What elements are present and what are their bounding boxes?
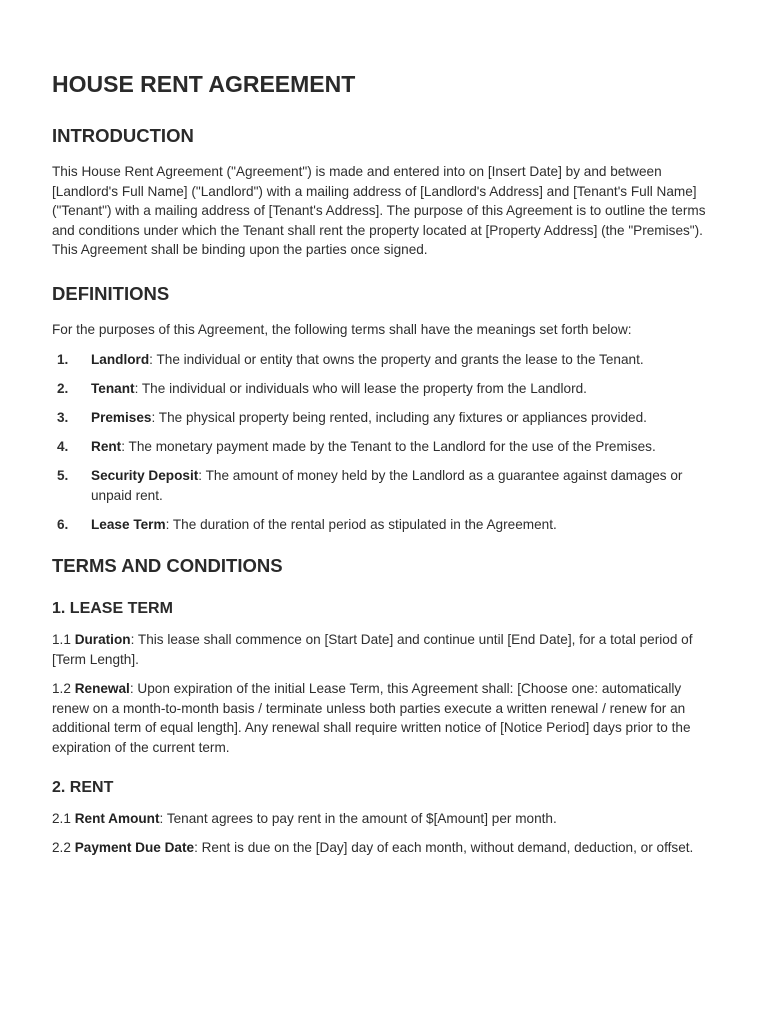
definitions-intro: For the purposes of this Agreement, the following terms shall have the meanings set forth below:: [52, 321, 632, 337]
definition-term: Rent: [91, 438, 122, 454]
definition-text: : The monetary payment made by the Tenant to the Landlord for the use of the Premises.: [121, 438, 656, 454]
lease-term-heading: 1. LEASE TERM: [52, 600, 173, 618]
list-number: 3.: [57, 409, 69, 425]
clause-number: 2.1: [52, 811, 75, 827]
lease-duration-clause: [52, 630, 718, 669]
definition-item-rent: [52, 437, 718, 457]
definitions-list: [52, 350, 718, 535]
definition-term: Landlord: [91, 351, 150, 367]
clause-term: Payment Due Date: [74, 840, 195, 856]
clause-number: 1.2: [52, 680, 75, 696]
clause-text: : Rent is due on the [Day] day of each month, without demand, deduction, or offset.: [194, 840, 694, 856]
definition-term: Security Deposit: [91, 467, 199, 483]
clause-number: 2.2: [52, 840, 75, 856]
clause-term: Rent Amount: [74, 811, 160, 827]
definition-term: Tenant: [91, 380, 135, 396]
definitions-heading: DEFINITIONS: [52, 282, 170, 304]
list-number: 1.: [57, 351, 69, 367]
definition-text: : The individual or entity that owns the property and grants the lease to the Tenant.: [149, 351, 644, 367]
definition-item-tenant: [52, 379, 718, 399]
payment-due-clause: [52, 838, 718, 858]
clause-term: Renewal: [74, 680, 130, 696]
introduction-heading: INTRODUCTION: [52, 125, 194, 146]
list-number: 5.: [57, 467, 69, 483]
clause-term: Duration: [74, 632, 131, 648]
definition-text: : The amount of money held by the Landlord as a guarantee against damages or unpaid rent.: [91, 467, 683, 503]
clause-text: : Tenant agrees to pay rent in the amount of $[Amount] per month.: [159, 811, 557, 827]
terms-heading: TERMS AND CONDITIONS: [52, 555, 283, 577]
definition-text: : The physical property being rented, including any fixtures or appliances provided.: [151, 409, 647, 425]
clause-text: : This lease shall commence on [Start Date] and continue until [End Date], for a total period of [Term Length].: [52, 632, 693, 667]
definition-text: : The duration of the rental period as stipulated in the Agreement.: [165, 516, 557, 532]
list-number: 2.: [57, 380, 69, 396]
definition-item-premises: [52, 408, 718, 428]
document-title: HOUSE RENT AGREEMENT: [52, 71, 356, 97]
definition-item-landlord: [52, 350, 718, 370]
definition-term: Lease Term: [91, 516, 166, 532]
definition-term: Premises: [91, 409, 152, 425]
definition-item-lease-term: [52, 515, 718, 535]
list-number: 4.: [57, 438, 69, 454]
definition-item-security-deposit: [52, 466, 718, 505]
clause-number: 1.1: [52, 632, 75, 648]
list-number: 6.: [57, 516, 69, 532]
introduction-text: This House Rent Agreement ("Agreement") is made and entered into on [Insert Date] by and between [Landlord's Full Name] ("Landlord") with a mailing address of [Landlord's Address] and [Tenant's Full Name] ("Tenant") with a mailing address of [Tenant's Address]. The purpose of this Agreement is to outline the terms and conditions under which the Tenant shall rent the property located at [Property Address] (the "Premises"). This Agreement shall be binding upon the parties once signed.: [52, 164, 706, 258]
lease-renewal-clause: [52, 679, 718, 757]
rent-amount-clause: [52, 809, 718, 829]
rent-heading: 2. RENT: [52, 779, 114, 797]
clause-text: : Upon expiration of the initial Lease Term, this Agreement shall: [Choose one: automatically renew on a month-to-month basis / terminate unless both parties execute a written renewal / renew for an additional term of equal length]. Any renewal shall require written notice of [Notice Period] days prior to the expiration of the current term.: [52, 680, 691, 755]
definition-text: : The individual or individuals who will lease the property from the Landlord.: [134, 380, 587, 396]
